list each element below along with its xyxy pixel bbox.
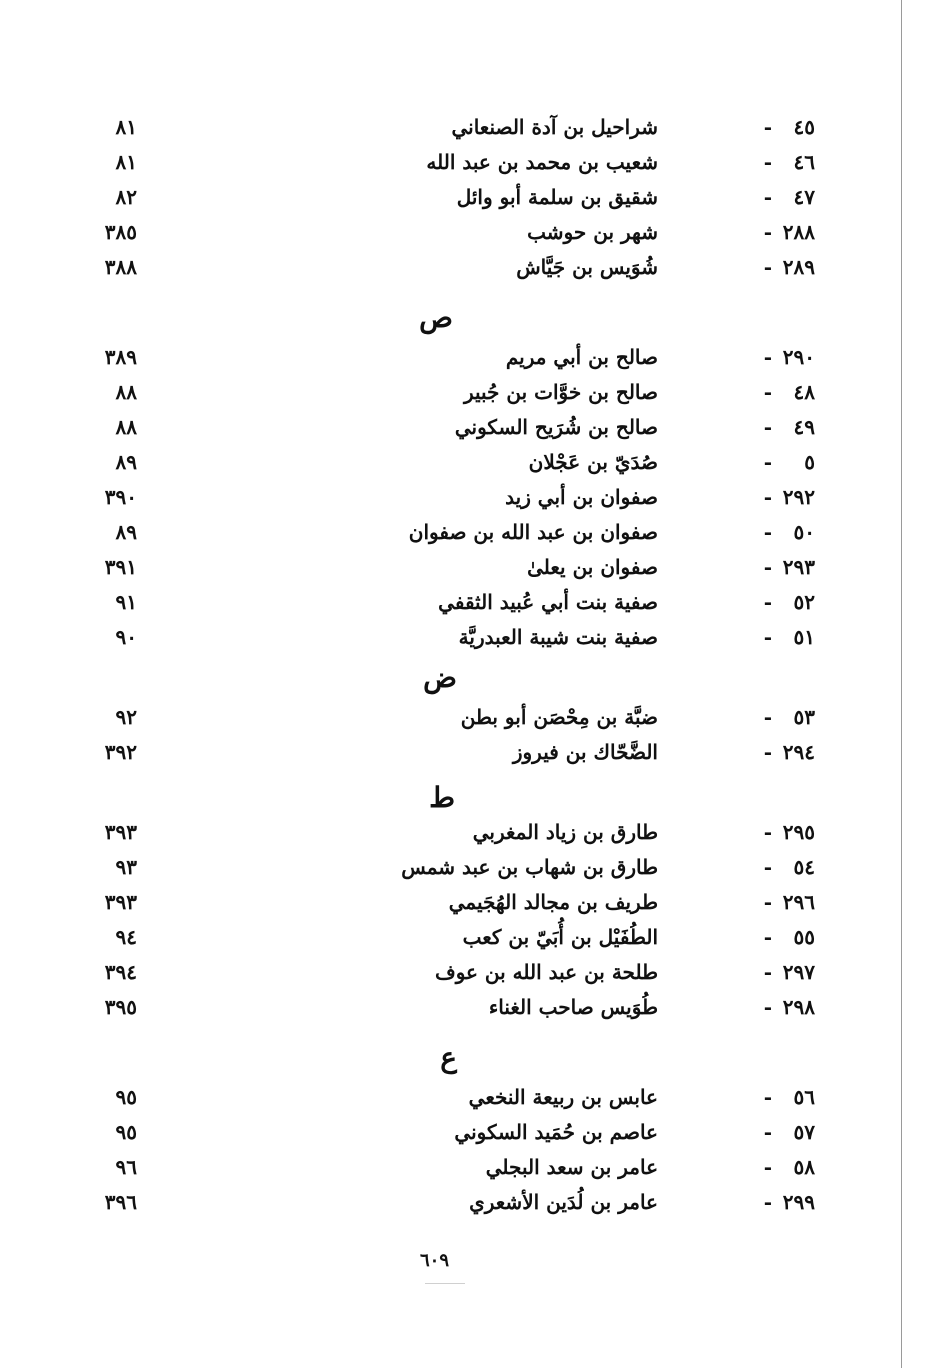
index-entry [0, 250, 937, 284]
entry-page: ٣٩٢ [104, 740, 137, 764]
entry-number: ٥٨ [793, 1155, 815, 1179]
entry-page: ٨١ [115, 115, 137, 139]
entry-number: ٤٦ [793, 150, 815, 174]
index-entry [0, 1080, 937, 1114]
entry-page: ٩٢ [115, 705, 137, 729]
entry-name: صالح بن خوَّات بن جُبير [463, 380, 658, 404]
entry-dash: - [763, 520, 772, 544]
entry-number: ٥١ [793, 625, 815, 649]
index-entry [0, 480, 937, 514]
index-entry [0, 215, 937, 249]
entry-name: ضبَّة بن مِحْصَن أبو بطن [460, 705, 658, 729]
entry-page: ٣٩٣ [104, 820, 137, 844]
entry-page: ٩٤ [115, 925, 137, 949]
entry-dash: - [763, 1120, 772, 1144]
entry-number: ٢٩٤ [782, 740, 815, 764]
entry-number: ٢٩٨ [782, 995, 815, 1019]
entry-dash: - [763, 890, 772, 914]
entry-number: ٥٢ [793, 590, 815, 614]
entry-name: شعيب بن محمد بن عبد الله [426, 150, 658, 174]
entry-page: ٨٩ [115, 520, 137, 544]
entry-name: عابس بن ربيعة النخعي [468, 1085, 658, 1109]
entry-page: ٣٨٥ [104, 220, 137, 244]
entry-number: ٤٥ [793, 115, 815, 139]
entry-number: ٢٩٢ [782, 485, 815, 509]
entry-page: ٩٥ [115, 1085, 137, 1109]
entry-dash: - [763, 855, 772, 879]
entry-dash: - [763, 115, 772, 139]
index-entry [0, 180, 937, 214]
entry-page: ٨٨ [115, 380, 137, 404]
entry-name: شُوَيس بن جَيَّاش [516, 255, 658, 279]
entry-number: ٢٩٧ [782, 960, 815, 984]
entry-name: طُوَيس صاحب الغناء [488, 995, 658, 1019]
entry-dash: - [763, 705, 772, 729]
entry-page: ٣٩٥ [104, 995, 137, 1019]
entry-number: ٢٩٩ [782, 1190, 815, 1214]
entry-name: طارق بن زياد المغربي [472, 820, 658, 844]
entry-dash: - [763, 450, 772, 474]
entry-name: الضَّحّاك بن فيروز [512, 740, 658, 764]
entry-name: صالح بن أبي مريم [505, 345, 658, 369]
entry-number: ٥٦ [793, 1085, 815, 1109]
entry-name: صفوان بن عبد الله بن صفوان [408, 520, 658, 544]
entry-page: ٣٩٠ [104, 485, 137, 509]
index-entry [0, 375, 937, 409]
entry-number: ٥٣ [793, 705, 815, 729]
entry-page: ٣٨٨ [104, 255, 137, 279]
entry-dash: - [763, 1190, 772, 1214]
index-entry [0, 920, 937, 954]
entry-number: ٢٨٩ [782, 255, 815, 279]
entry-page: ٣٩٣ [104, 890, 137, 914]
entry-name: صفية بنت أبي عُبيد الثقفي [438, 590, 658, 614]
scan-mark [425, 1283, 465, 1284]
entry-name: طارق بن شهاب بن عبد شمس [401, 855, 658, 879]
entry-name: شقيق بن سلمة أبو وائل [456, 185, 658, 209]
index-entry [0, 850, 937, 884]
section-letter: ص [419, 301, 453, 334]
entry-dash: - [763, 185, 772, 209]
index-entry [0, 410, 937, 444]
entry-page: ٩٣ [115, 855, 137, 879]
entry-dash: - [763, 590, 772, 614]
index-entry [0, 990, 937, 1024]
entry-dash: - [763, 820, 772, 844]
entry-name: صفوان بن أبي زيد [505, 485, 658, 509]
entry-number: ٤٩ [793, 415, 815, 439]
entry-name: عامر بن سعد البجلي [485, 1155, 658, 1179]
entry-dash: - [763, 150, 772, 174]
entry-name: طريف بن مجالد الهُجَيمي [448, 890, 658, 914]
entry-dash: - [763, 555, 772, 579]
section-letter: ط [429, 781, 455, 814]
index-entry [0, 340, 937, 374]
entry-dash: - [763, 415, 772, 439]
entry-page: ٩٠ [115, 625, 137, 649]
index-entry [0, 1185, 937, 1219]
entry-number: ٢٩٠ [782, 345, 815, 369]
index-entry [0, 145, 937, 179]
index-entry [0, 735, 937, 769]
entry-dash: - [763, 1155, 772, 1179]
entry-dash: - [763, 485, 772, 509]
entry-name: صالح بن شُرَيح السكوني [454, 415, 658, 439]
section-letter: ع [440, 1041, 457, 1074]
entry-page: ٨١ [115, 150, 137, 174]
entry-page: ٨٢ [115, 185, 137, 209]
entry-name: الطُفَيْل بن أُبَيّ بن كعب [462, 925, 658, 949]
section-letter: ض [423, 661, 457, 694]
entry-number: ٢٩٦ [782, 890, 815, 914]
entry-number: ٥ [804, 450, 815, 474]
entry-name: عامر بن لُدَين الأشعري [469, 1190, 658, 1214]
entry-number: ٢٩٥ [782, 820, 815, 844]
entry-dash: - [763, 255, 772, 279]
index-entry [0, 885, 937, 919]
index-entry [0, 700, 937, 734]
entry-number: ٢٩٣ [782, 555, 815, 579]
entry-name: شراحيل بن آدة الصنعاني [451, 115, 658, 139]
index-entry [0, 585, 937, 619]
entry-page: ٣٩٤ [104, 960, 137, 984]
entry-page: ٣٩١ [104, 555, 137, 579]
entry-dash: - [763, 380, 772, 404]
entry-number: ٤٧ [793, 185, 815, 209]
entry-number: ٥٥ [793, 925, 815, 949]
entry-dash: - [763, 740, 772, 764]
entry-dash: - [763, 995, 772, 1019]
entry-dash: - [763, 960, 772, 984]
index-entry [0, 620, 937, 654]
entry-page: ٨٨ [115, 415, 137, 439]
entry-name: صُدَيّ بن عَجْلان [528, 450, 658, 474]
entry-page: ٩٦ [115, 1155, 137, 1179]
entry-name: عاصم بن حُمَيد السكوني [454, 1120, 658, 1144]
index-entry [0, 445, 937, 479]
entry-name: طلحة بن عبد الله بن عوف [434, 960, 658, 984]
entry-dash: - [763, 220, 772, 244]
index-entry [0, 1115, 937, 1149]
entry-page: ٨٩ [115, 450, 137, 474]
footer-page-number: ٦٠٩ [420, 1250, 450, 1271]
index-entry [0, 815, 937, 849]
entry-dash: - [763, 925, 772, 949]
entry-name: صفية بنت شيبة العبدريَّة [458, 625, 658, 649]
entry-page: ٩١ [115, 590, 137, 614]
entry-dash: - [763, 1085, 772, 1109]
index-entry [0, 550, 937, 584]
index-entry [0, 110, 937, 144]
entry-number: ٥٧ [793, 1120, 815, 1144]
entry-page: ٣٩٦ [104, 1190, 137, 1214]
entry-dash: - [763, 625, 772, 649]
entry-number: ٤٨ [793, 380, 815, 404]
entry-page: ٩٥ [115, 1120, 137, 1144]
entry-name: شهر بن حوشب [527, 220, 658, 244]
entry-page: ٣٨٩ [104, 345, 137, 369]
entry-name: صفوان بن يعلىٰ [527, 555, 658, 579]
entry-dash: - [763, 345, 772, 369]
entry-number: ٥٤ [793, 855, 815, 879]
index-entry [0, 515, 937, 549]
entry-number: ٢٨٨ [782, 220, 815, 244]
index-entry [0, 955, 937, 989]
entry-number: ٥٠ [793, 520, 815, 544]
index-entry [0, 1150, 937, 1184]
